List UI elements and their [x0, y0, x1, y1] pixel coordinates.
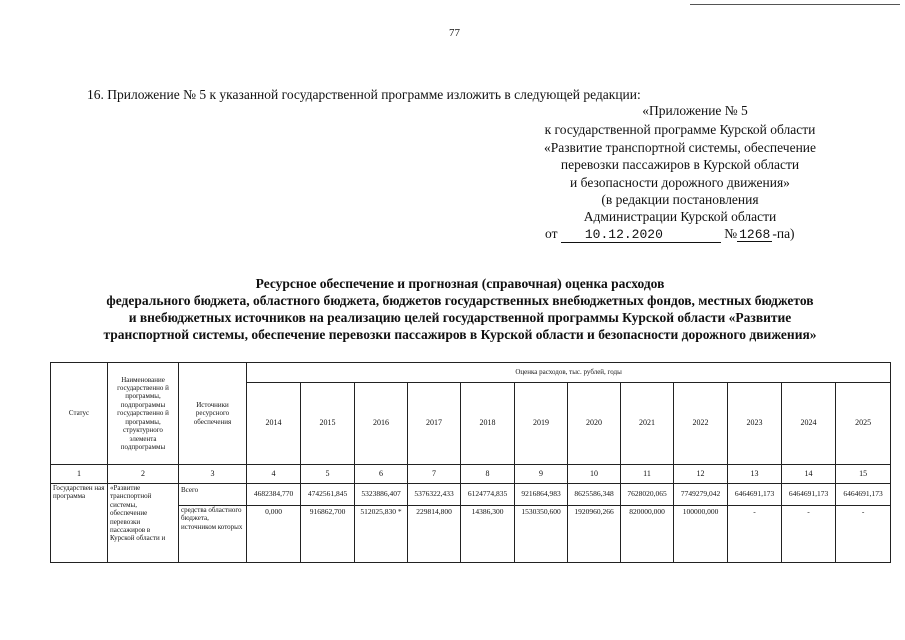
intro-paragraph: 16. Приложение № 5 к указанной государственной программе изложить в следующей редакции:: [87, 87, 641, 102]
column-number: 4: [247, 465, 301, 484]
header-year: 2015: [301, 383, 355, 465]
appendix-line-7: Администрации Курской области: [583, 209, 777, 224]
column-number: 13: [728, 465, 782, 484]
header-program-name: Наименование государственно й программы, подпрограммы государственно й программы, структурного элемента подпрограммы: [108, 363, 179, 465]
appendix-line-1: «Приложение № 5: [642, 103, 748, 118]
regional-value: 820000,000: [621, 506, 674, 563]
total-value: 7749279,042: [674, 484, 728, 506]
header-year: 2018: [461, 383, 515, 465]
regional-value: 916862,700: [301, 506, 355, 563]
total-value: 8625586,348: [568, 484, 621, 506]
regional-value: -: [836, 506, 891, 563]
header-year: 2017: [408, 383, 461, 465]
total-value: 4682384,770: [247, 484, 301, 506]
header-year: 2019: [515, 383, 568, 465]
column-number: 11: [621, 465, 674, 484]
number-suffix: -па): [772, 226, 795, 241]
regional-value: 14386,300: [461, 506, 515, 563]
header-status: Статус: [51, 363, 108, 465]
row-status: Государствен ная программа: [51, 484, 108, 563]
column-number: 2: [108, 465, 179, 484]
total-value: 4742561,845: [301, 484, 355, 506]
header-year: 2016: [355, 383, 408, 465]
column-number: 12: [674, 465, 728, 484]
budget-table: [50, 362, 891, 563]
header-year: 2020: [568, 383, 621, 465]
regional-value: 100000,000: [674, 506, 728, 563]
column-number: 7: [408, 465, 461, 484]
appendix-line-2: к государственной программе Курской области: [544, 122, 816, 137]
appendix-line-3: «Развитие транспортной системы, обеспечение: [543, 140, 817, 155]
title-line-2: федерального бюджета, областного бюджета, бюджетов государственных внебюджетных фондов, местных бюджетов: [106, 293, 814, 308]
column-number: 5: [301, 465, 355, 484]
regional-value: 0,000: [247, 506, 301, 563]
title-line-3: и внебюджетных источников на реализацию целей государственной программы Курской области «Развитие: [128, 310, 792, 325]
header-estimate: Оценка расходов, тыс. рублей, годы: [247, 363, 891, 383]
column-number: 3: [179, 465, 247, 484]
appendix-line-5: и безопасности дорожного движения»: [570, 175, 790, 190]
top-rule: [690, 4, 900, 5]
regional-value: 1920960,266: [568, 506, 621, 563]
column-number: 6: [355, 465, 408, 484]
column-number: 15: [836, 465, 891, 484]
appendix-line-4: перевозки пассажиров в Курской области: [560, 157, 800, 172]
header-funding-source: Источники ресурсного обеспечения: [179, 363, 247, 465]
total-value: 6124774,835: [461, 484, 515, 506]
page-number: 77: [449, 27, 460, 39]
column-number: 14: [782, 465, 836, 484]
total-value: 5376322,433: [408, 484, 461, 506]
decree-date: 10.12.2020: [584, 227, 663, 242]
total-value: 7628020,065: [621, 484, 674, 506]
header-year: 2023: [728, 383, 782, 465]
regional-value: 1530350,600: [515, 506, 568, 563]
column-number: 9: [515, 465, 568, 484]
column-number: 1: [51, 465, 108, 484]
header-year: 2024: [782, 383, 836, 465]
header-year: 2014: [247, 383, 301, 465]
header-year: 2021: [621, 383, 674, 465]
regional-value: -: [728, 506, 782, 563]
total-value: 5323886,407: [355, 484, 408, 506]
decree-date-line: [545, 226, 795, 243]
header-year: 2025: [836, 383, 891, 465]
appendix-line-6: (в редакции постановления: [601, 192, 759, 207]
header-year: 2022: [674, 383, 728, 465]
decree-number: 1268: [739, 227, 771, 242]
source-total: Всего: [179, 484, 247, 506]
title-line-4: транспортной системы, обеспечение перевозки пассажиров в Курской области и безопасности дорожного движения»: [103, 327, 817, 342]
regional-value: 229814,800: [408, 506, 461, 563]
total-value: 6464691,173: [728, 484, 782, 506]
row-program-name: «Развитие транспортной системы, обеспечение перевозки пассажиров в Курской области и: [108, 484, 179, 563]
source-regional-budget: средства областного бюджета, источником которых: [179, 506, 247, 563]
column-number: 8: [461, 465, 515, 484]
total-value: 9216864,983: [515, 484, 568, 506]
regional-value: -: [782, 506, 836, 563]
total-value: 6464691,173: [782, 484, 836, 506]
regional-value: 512025,830 *: [355, 506, 408, 563]
column-number: 10: [568, 465, 621, 484]
date-prefix: от: [545, 226, 558, 241]
total-value: 6464691,173: [836, 484, 891, 506]
title-line-1: Ресурсное обеспечение и прогнозная (справочная) оценка расходов: [255, 276, 665, 291]
number-prefix: №: [724, 226, 738, 241]
